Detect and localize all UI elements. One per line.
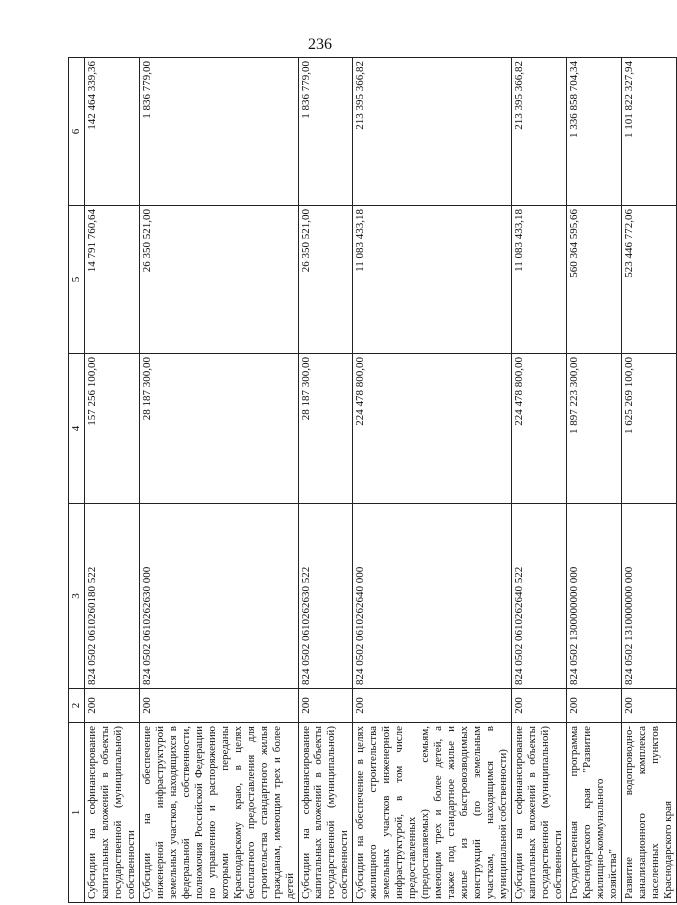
row-col4: 1 897 223 300,00 xyxy=(566,354,621,504)
budget-table xyxy=(68,57,677,903)
row-classifier: 824 0502 0610262630 000 xyxy=(139,504,298,689)
table-row xyxy=(298,58,353,903)
table-row xyxy=(566,58,621,903)
header-col-1: 1 xyxy=(69,723,85,903)
row-classifier: 824 0502 0610262630 522 xyxy=(298,504,353,689)
row-classifier: 824 0502 0610260180 522 xyxy=(85,504,140,689)
row-classifier: 824 0502 1310000000 000 xyxy=(621,504,676,689)
row-col6: 1 836 779,00 xyxy=(139,58,298,206)
row-classifier: 824 0502 1300000000 000 xyxy=(566,504,621,689)
row-col4: 224 478 800,00 xyxy=(353,354,512,504)
row-description: Развитие водопроводно-канализационного комплекса населенных пунктов Краснодарского края xyxy=(621,723,676,903)
row-code: 200 xyxy=(85,689,140,723)
row-col6: 1 336 858 704,34 xyxy=(566,58,621,206)
header-col-2: 2 xyxy=(69,689,85,723)
header-col-3: 3 xyxy=(69,504,85,689)
row-col6: 142 464 339,36 xyxy=(85,58,140,206)
row-code: 200 xyxy=(139,689,298,723)
row-col6: 1 836 779,00 xyxy=(298,58,353,206)
row-description: Субсидии на софинансирование капитальных вложений в объекты государственной (муниципальной) собственности xyxy=(85,723,140,903)
budget-table-frame xyxy=(68,58,674,903)
row-description: Государственная программа Краснодарского края "Развитие жилищно-коммунального хозяйства" xyxy=(566,723,621,903)
row-description: Субсидии на обеспечение инженерной инфраструктурой земельных участков, находящихся в федеральной собственности, полномочия Российской Федерации по управлению и распоряжению которыми переданы Краснодарскому краю, в целях бесплатного предоставления для строительства стандартного жилья гражданам, имеющим трех и более детей xyxy=(139,723,298,903)
row-col5: 26 350 521,00 xyxy=(298,206,353,354)
budget-table-rotated xyxy=(68,58,674,903)
row-col5: 523 446 772,06 xyxy=(621,206,676,354)
row-code: 200 xyxy=(621,689,676,723)
table-row xyxy=(85,58,140,903)
header-col-5: 5 xyxy=(69,206,85,354)
row-col6: 213 395 366,82 xyxy=(353,58,512,206)
header-col-6: 6 xyxy=(69,58,85,206)
row-col5: 26 350 521,00 xyxy=(139,206,298,354)
row-col4: 157 256 100,00 xyxy=(85,354,140,504)
row-classifier: 824 0502 0610262640 522 xyxy=(512,504,567,689)
row-col6: 1 101 822 327,94 xyxy=(621,58,676,206)
row-code: 200 xyxy=(566,689,621,723)
row-code: 200 xyxy=(353,689,512,723)
row-description: Субсидии на софинансирование капитальных вложений в объекты государственной (муниципальной) собственности xyxy=(298,723,353,903)
row-col4: 224 478 800,00 xyxy=(512,354,567,504)
row-description: Субсидии на обеспечение в целях жилищного строительства земельных участков инженерной инфраструктурой, в том числе предоставленных (предоставляемых) семьям, имеющим трех и более детей, а также под стандартное жилье и жилье из быстровозводимых конструкций (по земельным участкам, находящимся в муниципальной собственности) xyxy=(353,723,512,903)
page-number: 236 xyxy=(308,36,332,53)
table-row xyxy=(621,58,676,903)
row-col6: 213 395 366,82 xyxy=(512,58,567,206)
header-col-4: 4 xyxy=(69,354,85,504)
row-col4: 1 625 269 100,00 xyxy=(621,354,676,504)
table-row xyxy=(139,58,298,903)
row-col4: 28 187 300,00 xyxy=(139,354,298,504)
row-description: Субсидии на софинансирование капитальных вложений в объекты государственной (муниципальной) собственности xyxy=(512,723,567,903)
row-classifier: 824 0502 0610262640 000 xyxy=(353,504,512,689)
row-col4: 28 187 300,00 xyxy=(298,354,353,504)
row-col5: 14 791 760,64 xyxy=(85,206,140,354)
row-code: 200 xyxy=(298,689,353,723)
table-header-row xyxy=(69,58,85,903)
table-row xyxy=(512,58,567,903)
row-col5: 11 083 433,18 xyxy=(353,206,512,354)
row-code: 200 xyxy=(512,689,567,723)
row-col5: 11 083 433,18 xyxy=(512,206,567,354)
table-row xyxy=(353,58,512,903)
row-col5: 560 364 595,66 xyxy=(566,206,621,354)
